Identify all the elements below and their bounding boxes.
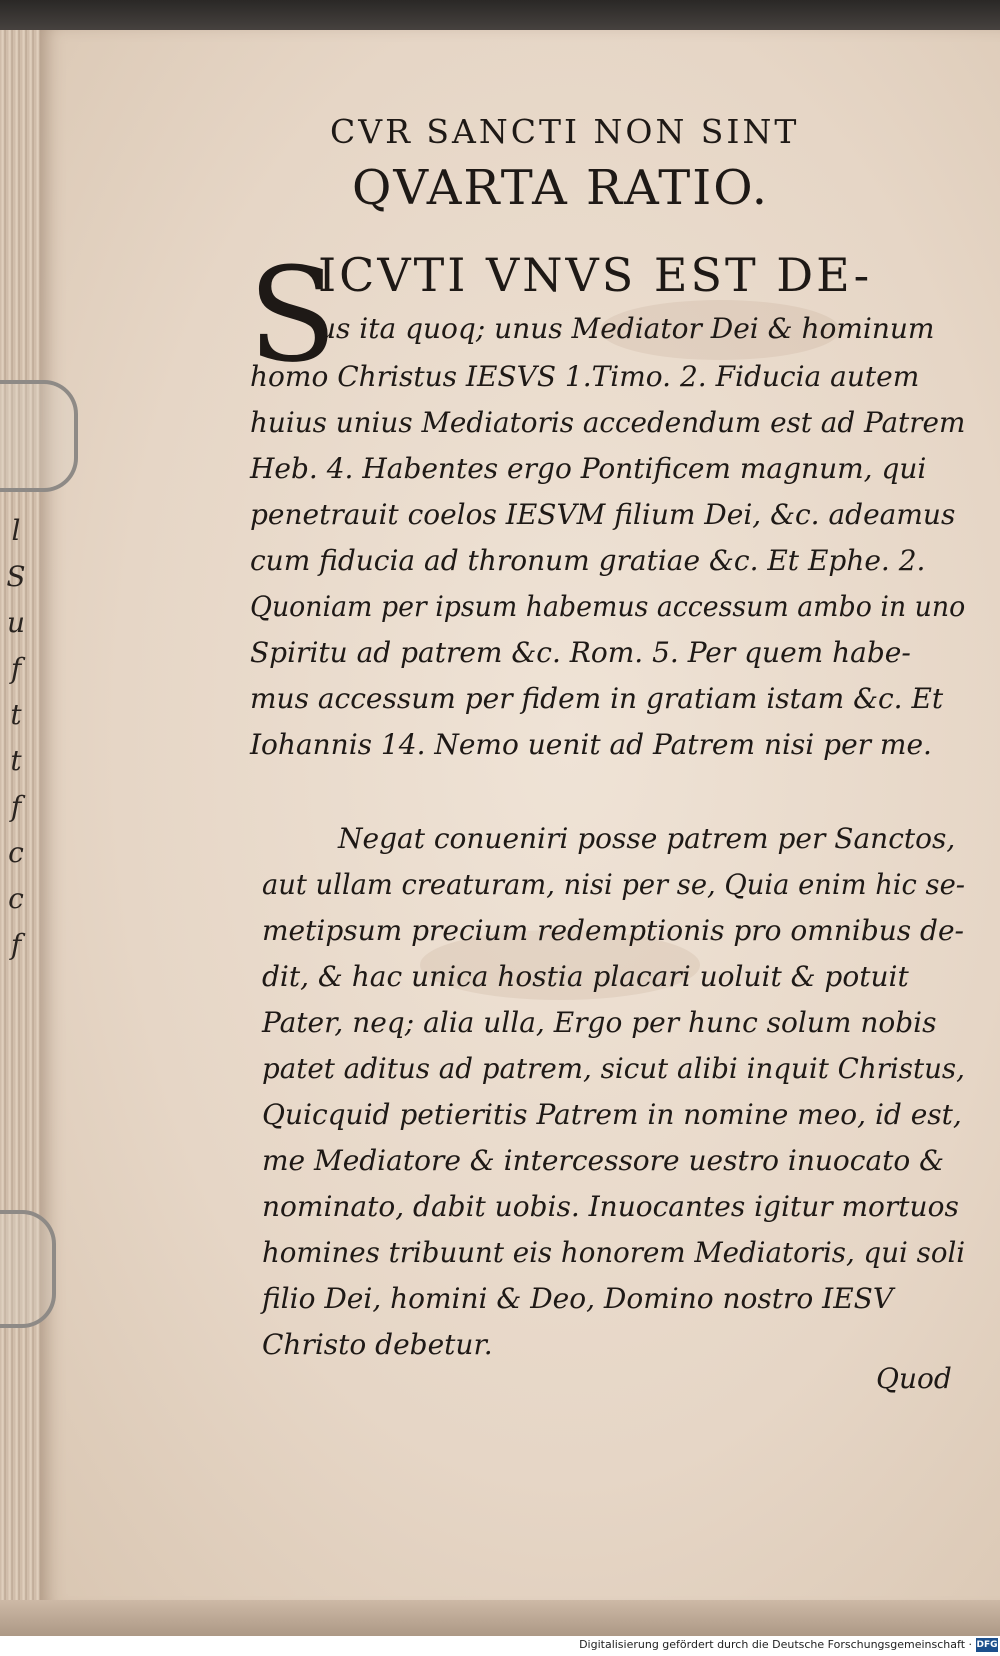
text-line: Christo debetur.	[262, 1328, 493, 1361]
text-line: Negat conueniri posse patrem per Sanctos,	[338, 822, 956, 855]
footer-bar	[0, 1636, 1000, 1656]
book-clip-icon	[0, 380, 78, 492]
margin-letter: u	[6, 606, 26, 639]
text-line: Heb. 4. Habentes ergo Pontificem magnum, qui	[250, 452, 927, 485]
first-line-caps: ICVTI VNVS EST DE-	[318, 248, 873, 302]
margin-letter: c	[8, 836, 24, 869]
text-line: Quicquid petieritis Patrem in nomine meo, id est,	[262, 1098, 962, 1131]
drop-cap: S	[248, 239, 338, 391]
margin-letter: f	[10, 652, 22, 685]
margin-letter: t	[10, 744, 22, 777]
margin-letter: f	[10, 928, 22, 961]
text-line: aut ullam creaturam, nisi per se, Quia enim hic se-	[262, 868, 965, 901]
book-clip-icon	[0, 1210, 56, 1328]
running-head: CVR SANCTI NON SINT	[330, 112, 800, 151]
text-line: huius unius Mediatoris accedendum est ad Patrem	[250, 406, 966, 439]
text-line: penetrauit coelos IESVM filium Dei, &c. adeamus	[250, 498, 956, 531]
text-line: nominato, dabit uobis. Inuocantes igitur mortuos	[262, 1190, 959, 1223]
page-bottom-edge	[0, 1600, 1000, 1640]
dfg-logo-icon: DFG	[976, 1640, 998, 1650]
margin-letter: t	[10, 698, 22, 731]
facing-page-margin	[6, 508, 26, 968]
text-line: patet aditus ad patrem, sicut alibi inquit Christus,	[262, 1052, 965, 1085]
digitization-credit: Digitalisierung gefördert durch die Deutsche Forschungsgemeinschaft ·	[579, 1638, 972, 1651]
text-line: mus accessum per fidem in gratiam istam &c. Et	[250, 682, 944, 715]
text-line: cum fiducia ad thronum gratiae &c. Et Ephe. 2.	[250, 544, 926, 577]
text-line: homines tribuunt eis honorem Mediatoris, qui soli	[262, 1236, 966, 1269]
text-line: Iohannis 14. Nemo uenit ad Patrem nisi per me.	[250, 728, 932, 761]
text-line: Quoniam per ipsum habemus accessum ambo in uno	[250, 590, 966, 623]
text-line: us ita quoq; unus Mediator Dei & hominum	[318, 312, 935, 345]
margin-letter: l	[11, 514, 21, 547]
catchword: Quod	[876, 1362, 952, 1395]
text-line: dit, & hac unica hostia placari uoluit & potuit	[262, 960, 909, 993]
text-line: homo Christus IESVS 1.Timo. 2. Fiducia autem	[250, 360, 920, 393]
text-line: me Mediatore & intercessore uestro inuocato &	[262, 1144, 945, 1177]
text-line: metipsum precium redemptionis pro omnibus de-	[262, 914, 964, 947]
margin-letter: S	[6, 560, 26, 593]
text-line: Spiritu ad patrem &c. Rom. 5. Per quem habe-	[250, 636, 911, 669]
margin-letter: c	[8, 882, 24, 915]
scan-background-top	[0, 0, 1000, 34]
section-title: QVARTA RATIO.	[352, 160, 769, 216]
text-line: filio Dei, homini & Deo, Domino nostro IESV	[262, 1282, 894, 1315]
text-line: Pater, neq; alia ulla, Ergo per hunc solum nobis	[262, 1006, 937, 1039]
margin-letter: f	[10, 790, 22, 823]
